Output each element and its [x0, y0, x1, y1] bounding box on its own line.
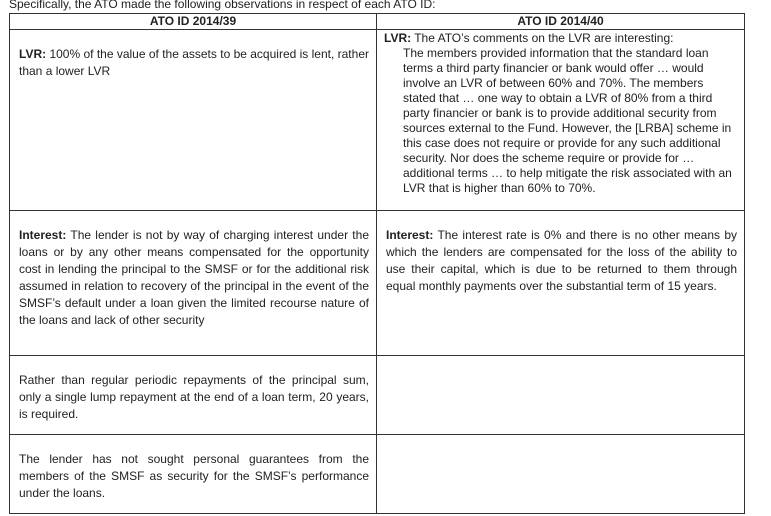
- lvr-comment-intro: The ATO’s comments on the LVR are interesting:: [411, 31, 674, 45]
- interest-label: Interest:: [19, 228, 67, 242]
- cell-guarantees-2014-39: [10, 435, 377, 514]
- lvr-label: LVR:: [19, 47, 47, 61]
- header-ato-id-2014-39: ATO ID 2014/39: [10, 14, 377, 30]
- comparison-table: [9, 13, 745, 514]
- guarantees-text: The lender has not sought personal guarantees from the members of the SMSF as security for the SMSF’s performance under the loans.: [19, 452, 369, 500]
- table-row-repayment: [10, 356, 745, 435]
- cell-repayment-2014-39: [10, 356, 377, 435]
- lvr-text: 100% of the value of the assets to be acquired is lent, rather than a lower LVR: [19, 47, 369, 78]
- lvr-label: LVR:: [384, 31, 412, 45]
- table-row-interest: [10, 211, 745, 356]
- table-header-row: [10, 14, 745, 30]
- intro-text: Specifically, the ATO made the following observations in respect of each ATO ID:: [9, 0, 436, 11]
- lvr-quote: The members provided information that the standard loan terms a third party financier or bank would offer … would involve an LVR of between 60% and 70%. The members stated that … one way to obtain a LVR of 80% from a third party financier or bank is to provide additional security from sources external to the Fund. However, the [LRBA] scheme in this case does not require or provide for any such additional security. Nor does the scheme require or provide for … additional terms … to help mitigate the risk associated with an LVR that is higher than 60% to 70%.: [403, 46, 732, 195]
- cell-interest-2014-40: [377, 211, 745, 356]
- cell-lvr-2014-40: [377, 30, 745, 211]
- cell-interest-2014-39: [10, 211, 377, 356]
- cell-guarantees-2014-40-empty: [377, 435, 745, 514]
- interest-text: The lender is not by way of charging interest under the loans or by any other means compensated for the opportunity cost in lending the principal to the SMSF or for the additional risk assumed in relation to recovery of the principal in the event of the SMSF’s default under a loan given the limited recourse nature of the loans and lack of other security: [19, 228, 369, 327]
- table-row-lvr: [10, 30, 745, 211]
- interest-text: The interest rate is 0% and there is no other means by which the lenders are compensated for the loss of the ability to use their capital, which is due to be returned to them through equal monthly payments over the substantial term of 15 years.: [386, 228, 737, 293]
- header-ato-id-2014-40: ATO ID 2014/40: [377, 14, 745, 30]
- cell-lvr-2014-39: [10, 30, 377, 211]
- repayment-text: Rather than regular periodic repayments of the principal sum, only a single lump repayment at the end of a loan term, 20 years, is required.: [19, 373, 369, 421]
- table-row-guarantees: [10, 435, 745, 514]
- interest-label: Interest:: [386, 228, 434, 242]
- cell-repayment-2014-40-empty: [377, 356, 745, 435]
